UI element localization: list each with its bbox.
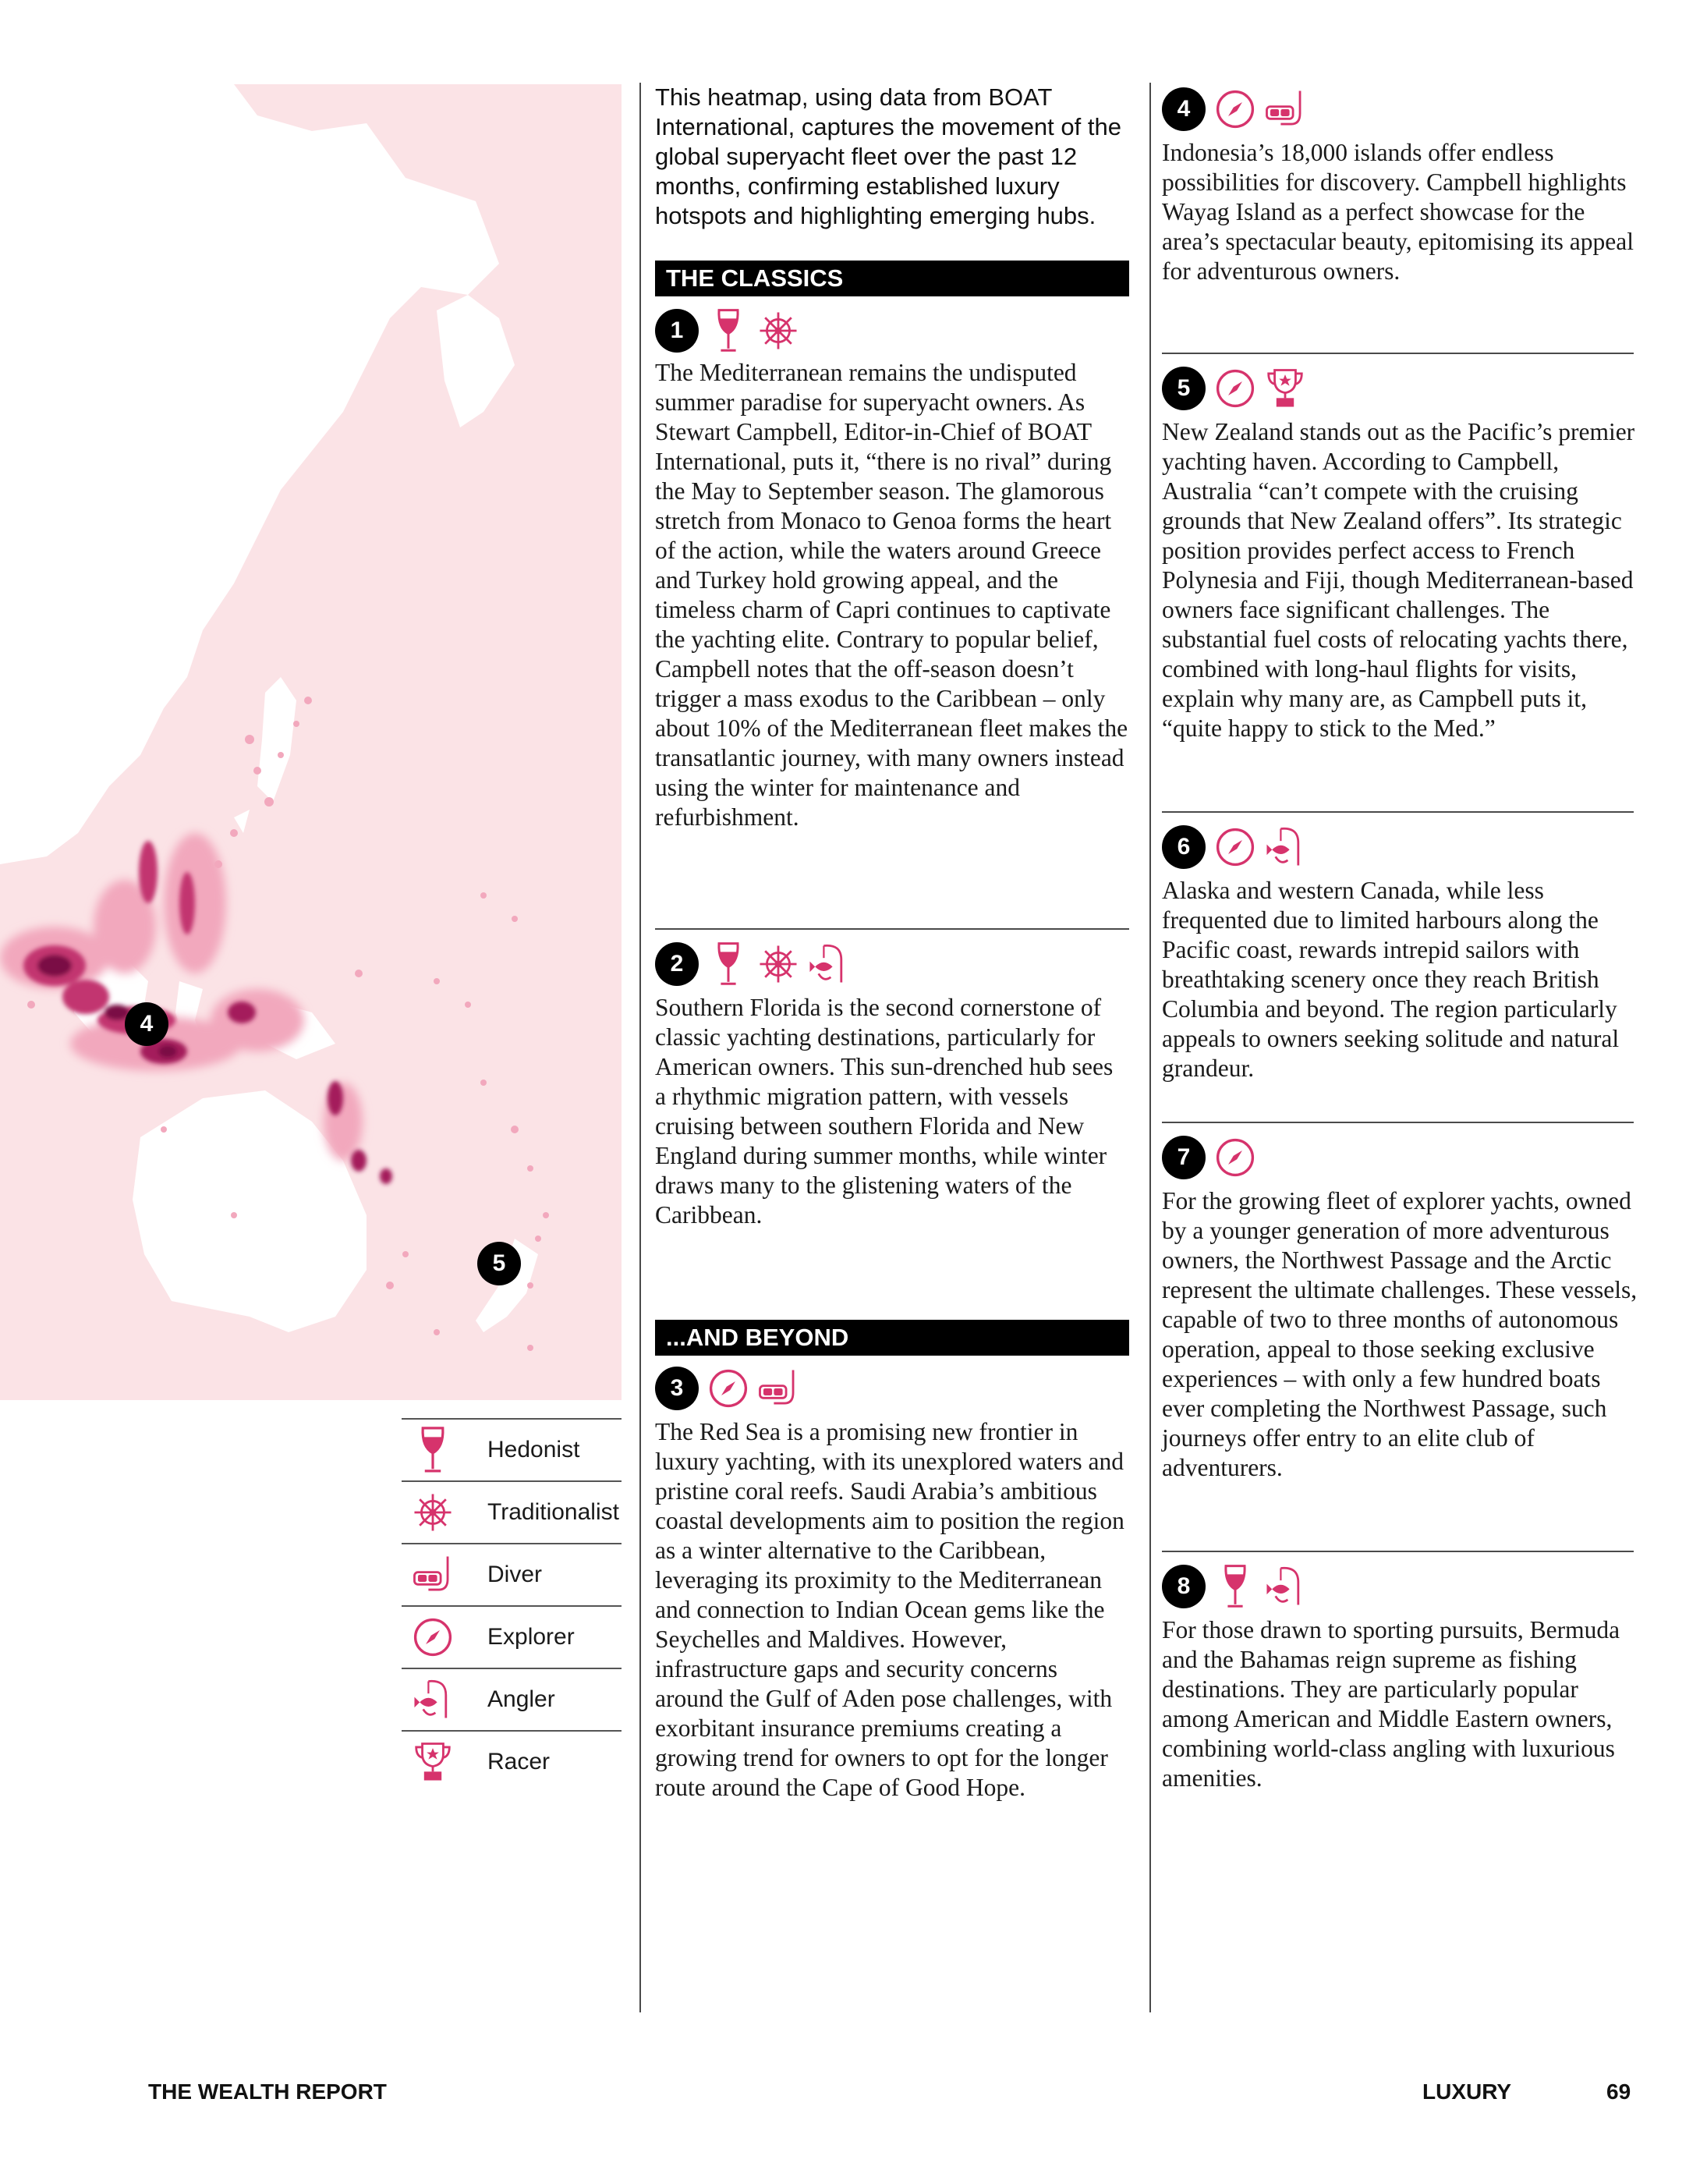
entry-text: New Zealand stands out as the Pacific’s premier yachting haven. According to Campbell, Australia “can’t compete with the cruising grounds that New Zealand offers”. Its strategic position provides perfect access to French Polynesia and Fiji, though Mediterranean-based owners face significant challenges. The substantial fuel costs of relocating yachts there, combined with long-haul flights for visits, explain why many are, as Campbell puts it, “quite happy to stick to the Med.” [1162,418,1635,742]
entry-number: 8 [1162,1565,1206,1608]
wine-glass-icon [411,1425,455,1475]
entry-icons [707,1365,800,1412]
entry-icons [1213,1134,1257,1181]
entry-icons [1213,824,1307,870]
divider [655,928,1129,930]
compass-icon [1213,1134,1257,1181]
legend-item [402,1730,622,1792]
legend-label: Hedonist [487,1437,580,1462]
divider [1162,811,1634,813]
wine-glass-icon [1213,1563,1257,1610]
compass-icon [1213,86,1257,133]
entry-icons [1213,365,1307,412]
legend-label: Diver [487,1562,543,1587]
legend-item [402,1418,622,1480]
superyacht-heatmap [0,84,622,1400]
wine-glass-icon [707,307,750,354]
map-marker: 4 [125,1002,168,1046]
entry-icons [1213,86,1307,133]
snorkel-icon [756,1365,800,1412]
entry-number: 4 [1162,87,1206,131]
divider [1162,353,1634,354]
entry-number: 1 [655,309,699,353]
compass-icon [1213,365,1257,412]
section-heading-classics: THE CLASSICS [655,261,1129,296]
footer-publication: THE WEALTH REPORT [148,2079,387,2104]
entry-icons [707,941,850,987]
trophy-icon [1263,365,1307,412]
entry-number: 7 [1162,1136,1206,1179]
entry-text: For the growing fleet of explorer yachts, owned by a younger generation of more adventurous owners, the Northwest Passage and the Arctic represent the ultimate challenges. These vessels, capable of two to three months of autonomous operation, appeal to those seeking exclusive experiences – with only a few hundred boats ever completing the Northwest Passage, such journeys offer entry to an elite club of adventurers. [1162,1187,1638,1481]
map-marker: 5 [477,1242,521,1285]
compass-icon [411,1612,455,1662]
entry-number: 2 [655,942,699,986]
legend-label: Angler [487,1686,555,1712]
section-heading-beyond: ...AND BEYOND [655,1320,1129,1356]
entry-number: 6 [1162,825,1206,869]
angler-icon [1263,824,1307,870]
legend-label: Explorer [487,1624,575,1650]
legend-item [402,1480,622,1543]
compass-icon [1213,824,1257,870]
legend-item [402,1543,622,1605]
trophy-icon [411,1737,455,1787]
legend-item [402,1605,622,1668]
entry-text: Alaska and western Canada, while less frequented due to limited harbours along the Pacific coast, rewards intrepid sailors with breathtaking scenery once they reach British Columbia and beyond. The region particularly appeals to owners seeking solitude and natural grandeur. [1162,877,1620,1082]
compass-icon [707,1365,750,1412]
legend-label: Traditionalist [487,1499,619,1525]
entry-text: For those drawn to sporting pursuits, Bermuda and the Bahamas reign supreme as fishing destinations. They are particularly popular among American and Middle Eastern owners, combining world-class angling with luxurious amenities. [1162,1616,1620,1792]
ship-wheel-icon [756,941,800,987]
entry-text: The Mediterranean remains the undisputed summer paradise for superyacht owners. As Stewart Campbell, Editor-in-Chief of BOAT International, puts it, “there is no rival” during the May to September season. The glamorous stretch from Monaco to Genoa forms the heart of the action, while the waters around Greece and Turkey hold growing appeal, and the timeless charm of Capri continues to captivate the yachting elite. Contrary to popular belief, Campbell notes that the off-season doesn’t trigger a mass exodus to the Caribbean – only about 10% of the Mediterranean fleet makes the transatlantic journey, with many owners instead using the winter for maintenance and refurbishment. [655,359,1128,831]
intro-text: This heatmap, using data from BOAT International, captures the movement of the global superyacht fleet over the past 12 months, confirming established luxury hotspots and highlighting emerging hubs. [655,83,1121,229]
column-divider [639,83,641,2012]
entry-number: 5 [1162,367,1206,410]
legend-item [402,1668,622,1730]
entry-text: Southern Florida is the second cornerstone of classic yachting destinations, particularly for American owners. This sun-drenched hub sees a rhythmic migration pattern, with vessels cruising between southern Florida and New England during summer months, while winter draws many to the glistening waters of the Caribbean. [655,994,1114,1228]
page-number: 69 [1606,2079,1631,2104]
wine-glass-icon [707,941,750,987]
ship-wheel-icon [411,1487,455,1537]
entry-number: 3 [655,1367,699,1410]
entry-text: Indonesia’s 18,000 islands offer endless possibilities for discovery. Campbell highlights Wayag Island as a perfect showcase for the area’s spectacular beauty, epitomising its appeal for adventurous owners. [1162,139,1634,285]
entry-text: The Red Sea is a promising new frontier in luxury yachting, with its unexplored waters and pristine coral reefs. Saudi Arabia’s ambitious coastal developments aim to position the region as a winter alternative to the Caribbean, leveraging its proximity to the Mediterranean and connection to Indian Ocean gems like the Seychelles and Maldives. However, infrastructure gaps and security concerns around the Gulf of Aden pose challenges, with exorbitant insurance premiums creating a growing trend for owners to opt for the longer route around the Cape of Good Hope. [655,1418,1124,1801]
ship-wheel-icon [756,307,800,354]
entry-icons [707,307,800,354]
angler-icon [411,1675,455,1725]
legend [402,1418,622,1792]
column-divider [1149,83,1151,2012]
divider [1162,1122,1634,1123]
snorkel-icon [1263,86,1307,133]
legend-label: Racer [487,1749,551,1774]
angler-icon [1263,1563,1307,1610]
divider [1162,1551,1634,1552]
snorkel-icon [411,1550,455,1600]
footer-section: LUXURY [1422,2079,1512,2104]
entry-icons [1213,1563,1307,1610]
angler-icon [806,941,850,987]
